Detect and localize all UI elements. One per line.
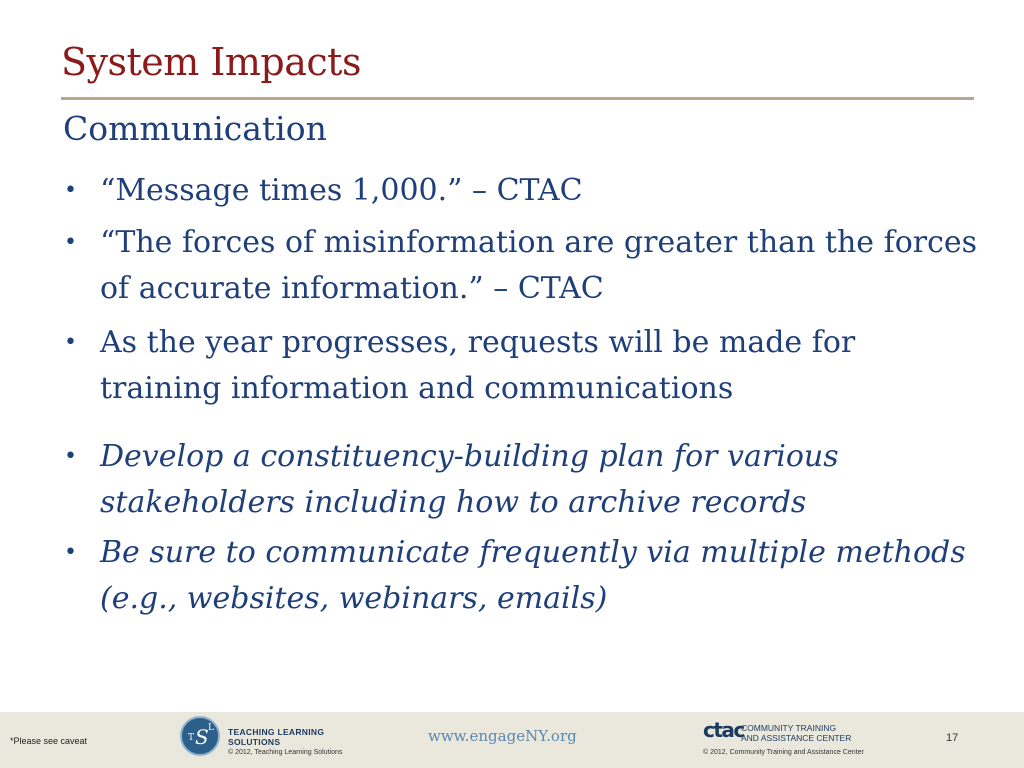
- bullet-icon: •: [64, 330, 77, 355]
- title-divider: [61, 97, 974, 100]
- bullet-text: “The forces of misinformation are greater than the forces of accurate information.” – CTAC: [100, 225, 978, 306]
- bullet-item: [56, 320, 981, 412]
- slide-title: System Impacts: [61, 40, 361, 84]
- ctac-copyright: © 2012, Community Training and Assistance Center: [703, 749, 864, 756]
- bullet-item: [56, 220, 981, 312]
- bullet-icon: •: [64, 230, 77, 255]
- ctac-logo-icon: ctac: [703, 718, 744, 742]
- caveat-note: *Please see caveat: [10, 736, 88, 746]
- tls-organization-name: TEACHING LEARNING SOLUTIONS: [228, 727, 325, 747]
- bullet-text: Be sure to communicate frequently via multiple methods (e.g., websites, webinars, emails): [100, 535, 966, 616]
- bullet-list: [56, 168, 981, 622]
- bullet-text: “Message times 1,000.” – CTAC: [100, 173, 583, 208]
- website-link: www.engageNY.org: [428, 727, 577, 745]
- teaching-learning-solutions-logo-icon: T S L: [180, 716, 220, 756]
- bullet-text: Develop a constituency-building plan for various stakeholders including how to archive records: [100, 439, 839, 520]
- tls-copyright: © 2012, Teaching Learning Solutions: [228, 749, 343, 756]
- slide-subtitle: Communication: [63, 109, 327, 148]
- bullet-icon: •: [64, 444, 77, 469]
- page-number: 17: [946, 732, 959, 744]
- bullet-icon: •: [64, 540, 77, 565]
- bullet-item: [56, 168, 981, 214]
- bullet-item: [56, 434, 981, 526]
- bullet-item: [56, 530, 981, 622]
- bullet-text: As the year progresses, requests will be made for training information and communications: [100, 325, 856, 406]
- ctac-organization-name: COMMUNITY TRAINING AND ASSISTANCE CENTER: [741, 723, 852, 743]
- bullet-icon: •: [64, 178, 77, 203]
